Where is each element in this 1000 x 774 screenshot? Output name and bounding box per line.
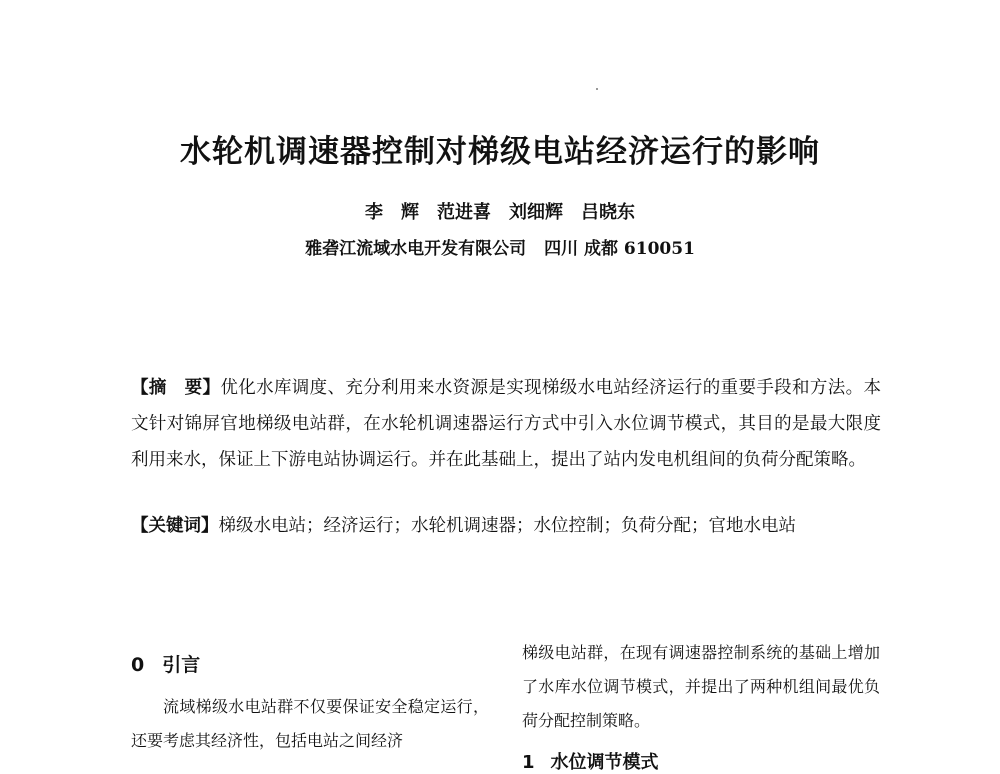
section-0-number: 0 [131, 654, 145, 676]
affiliation-location: 四川 成都 610051 [544, 239, 695, 259]
affiliation [0, 234, 1000, 259]
keywords [131, 508, 881, 544]
abstract [131, 370, 881, 478]
section-1-heading [522, 748, 659, 774]
right-column [522, 636, 880, 738]
intro-paragraph: 流域梯级水电站群不仅要保证安全稳定运行，还要考虑其经济性，包括电站之间经济 [131, 697, 489, 750]
abstract-text: 优化水库调度、充分利用来水资源是实现梯级水电站经济运行的重要手段和方法。本文针对锦屏官地梯级电站群，在水轮机调速器运行方式中引入水位调节模式，其目的是最大限度利用来水，保证上下游电站协调运行。并在此基础上，提出了站内发电机组间的负荷分配策略。 [131, 378, 882, 470]
affiliation-org: 雅砻江流域水电开发有限公司 [305, 239, 527, 259]
author-list: 李 辉 范进喜 刘细辉 吕晓东 [365, 202, 635, 223]
abstract-label: 【摘 要】 [131, 378, 221, 398]
paper-title: 水轮机调速器控制对梯级电站经济运行的影响 [180, 134, 820, 170]
keywords-label: 【关键词】 [131, 516, 219, 536]
section-1-title: 水位调节模式 [550, 752, 659, 773]
right-column-paragraph: 梯级电站群，在现有调速器控制系统的基础上增加了水库水位调节模式，并提出了两种机组间最优负荷分配控制策略。 [522, 643, 880, 730]
keywords-text: 梯级水电站；经济运行；水轮机调速器；水位控制；负荷分配；官地水电站 [218, 516, 796, 536]
section-0-title: 引言 [162, 654, 201, 676]
section-0-heading [131, 650, 200, 677]
scan-speck [596, 88, 598, 90]
left-column [131, 690, 489, 758]
section-1-number: 1 [522, 752, 535, 773]
